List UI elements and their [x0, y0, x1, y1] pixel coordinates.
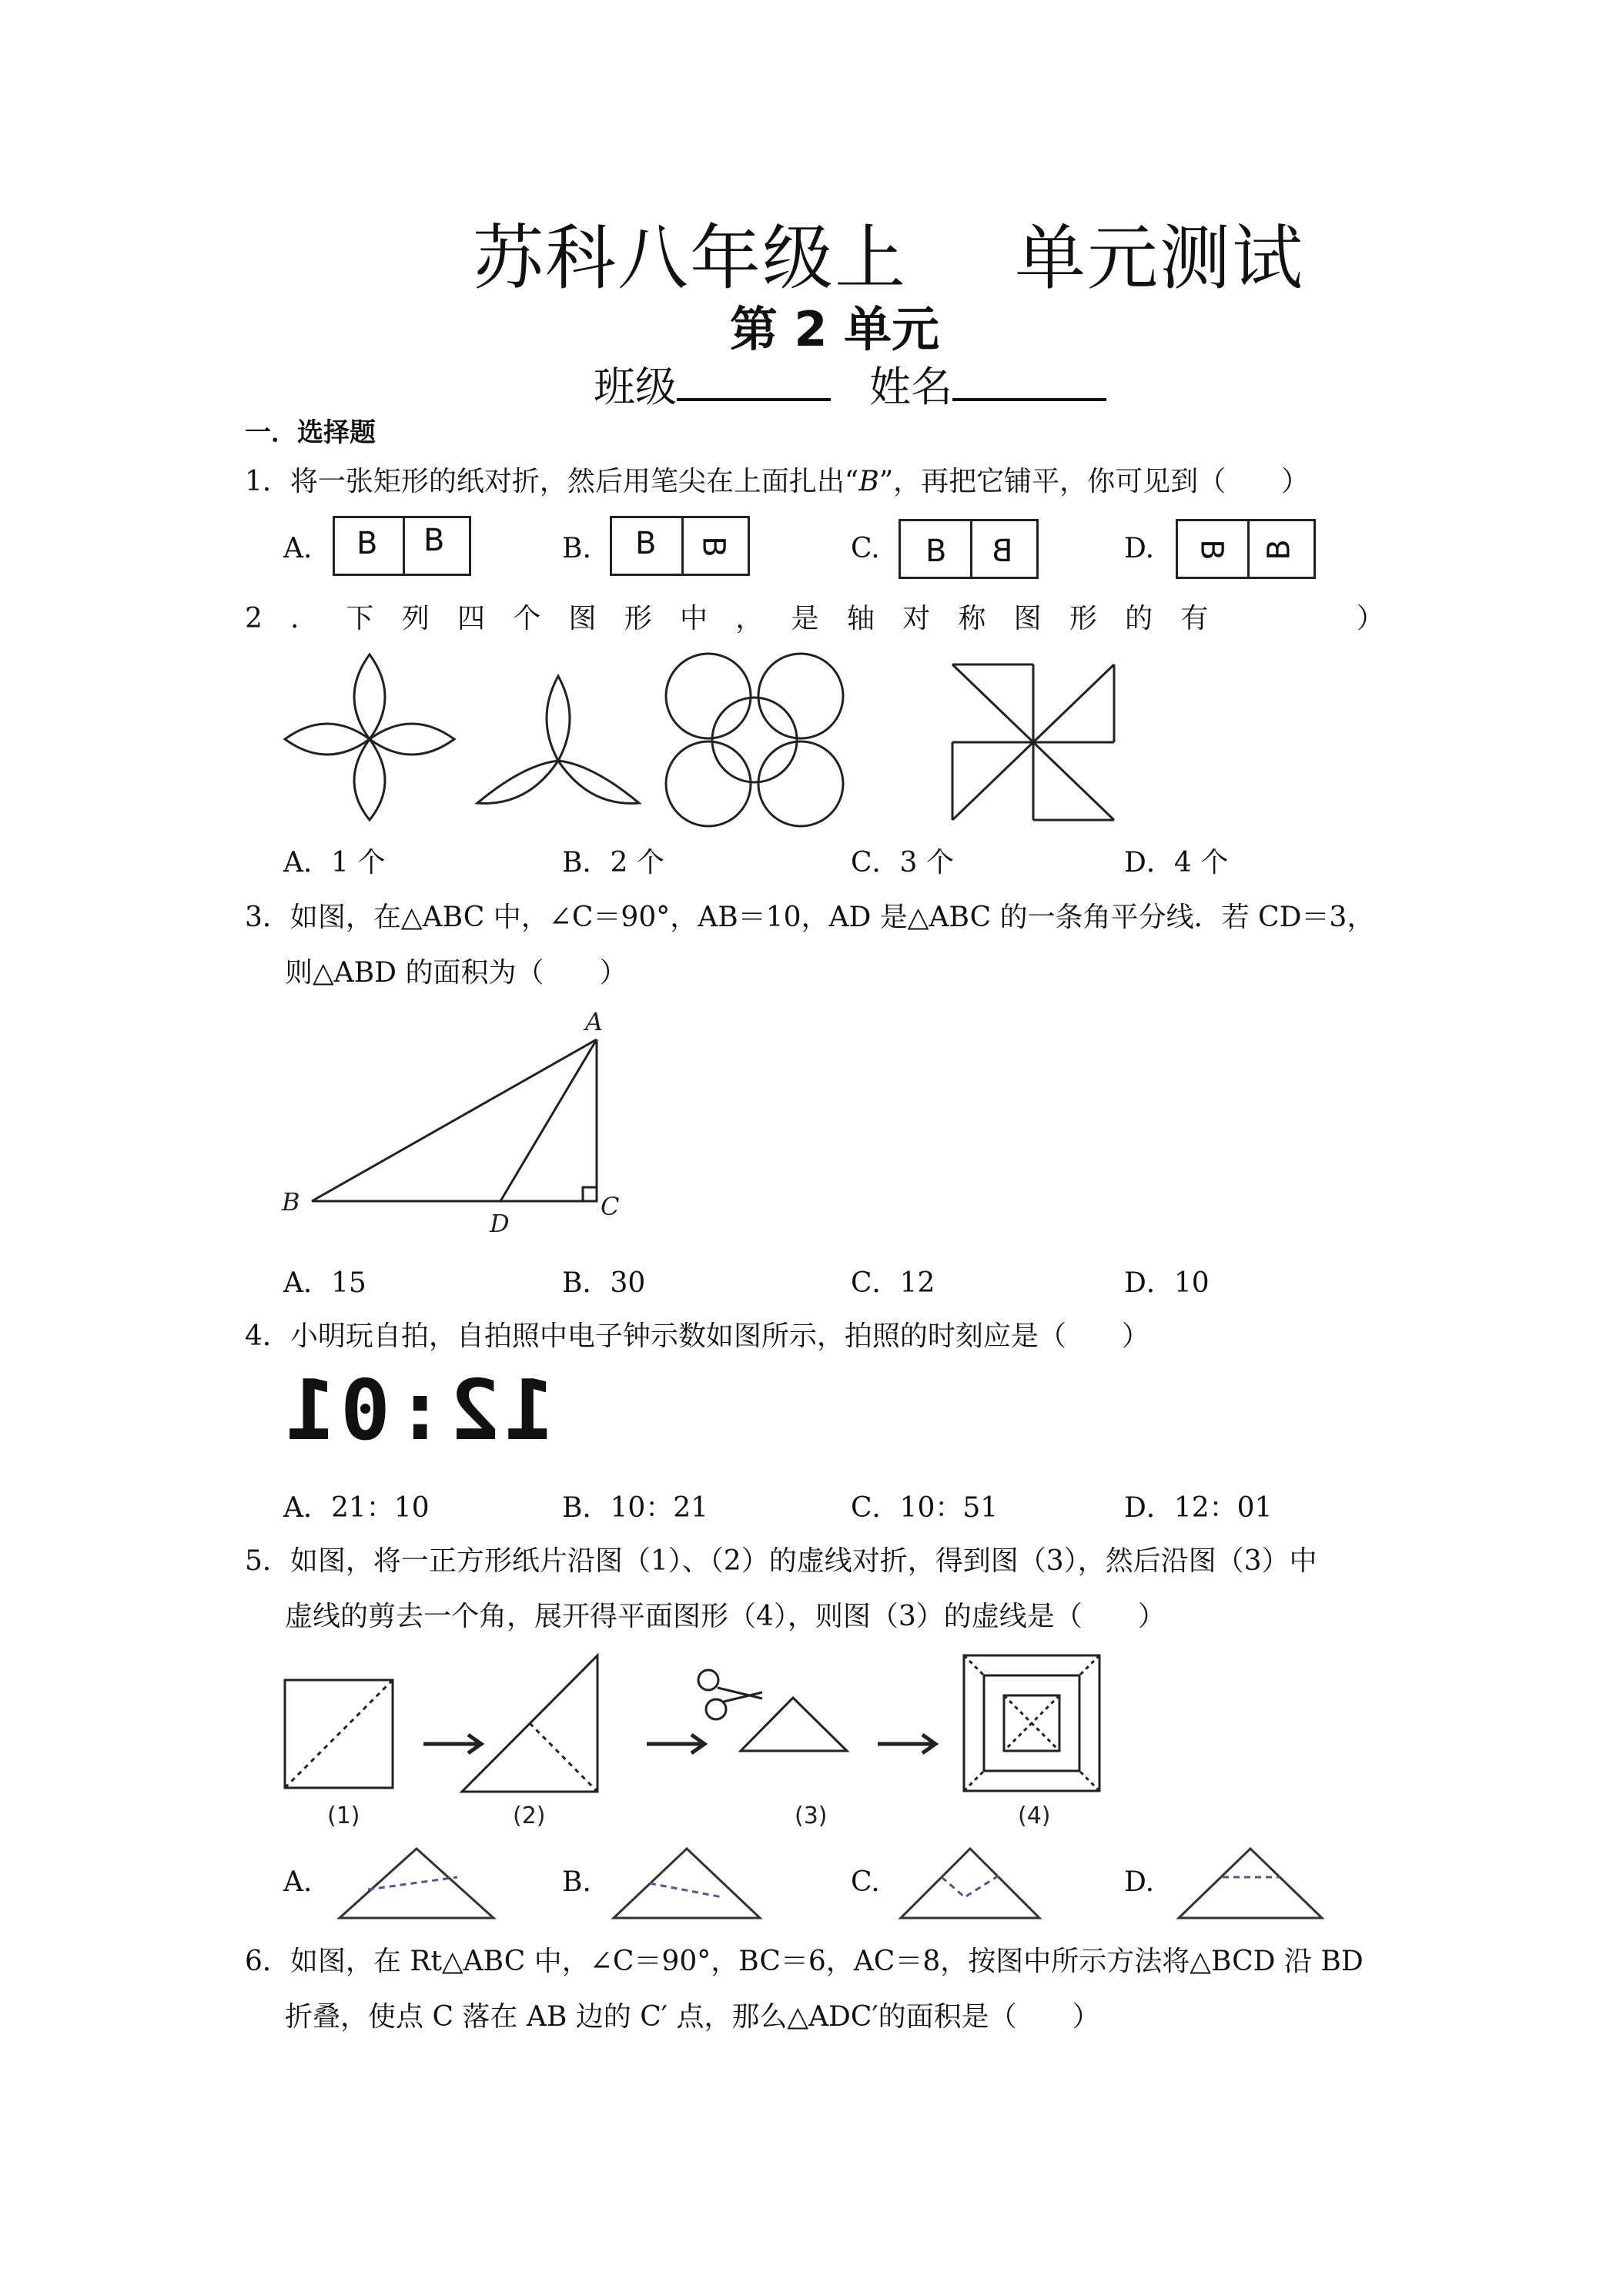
question-1: 1．将一张矩形的纸对折，然后用笔尖在上面扎出“B”，再把它铺平，你可见到（ ）	[245, 466, 1310, 497]
caption-1: (1)	[327, 1802, 360, 1829]
caption-3: (3)	[795, 1802, 828, 1829]
q2-figure-circles	[662, 653, 847, 827]
caption-2: (2)	[513, 1802, 546, 1829]
q3-option-c: C．12	[851, 1267, 935, 1299]
q2-option-b: B．2 个	[562, 847, 664, 879]
label-c: C	[601, 1192, 620, 1221]
q4-option-a: A．21：10	[283, 1492, 430, 1524]
mirrored-digital-clock: 12:01	[281, 1363, 555, 1459]
question-5: 5．如图，将一正方形纸片沿图（1）、（2）的虚线对折，得到图（3），然后沿图（3）中	[245, 1545, 1317, 1577]
q4-option-d: D．12：01	[1124, 1492, 1273, 1524]
q1-option-c-label: C.	[851, 533, 880, 564]
q1-option-a-box: B B	[333, 516, 471, 576]
student-info-line	[0, 354, 1623, 413]
q5-option-b-figure	[610, 1845, 764, 1922]
page-title	[0, 202, 1623, 303]
q1-option-b-box: B B	[610, 516, 750, 576]
q3-option-b: B．30	[562, 1267, 646, 1299]
q1-option-d-label: D.	[1124, 533, 1155, 564]
q2-figure-three-petal	[470, 676, 647, 822]
class-blank	[677, 361, 831, 401]
question-3: 3．如图，在△ABC 中，∠C＝90°，AB＝10，AD 是△ABC 的一条角平分线．若 CD＝3，	[245, 902, 1375, 933]
q2-option-a: A．1 个	[283, 847, 386, 879]
q2-option-d: D．4 个	[1124, 847, 1229, 879]
q1-option-b-label: B.	[562, 533, 591, 564]
q5-option-c-figure	[897, 1845, 1043, 1922]
question-6-line2: 折叠，使点 C 落在 AB 边的 C′ 点，那么△ADC′的面积是（ ）	[285, 2001, 1100, 2033]
section-heading: 一．选择题	[245, 417, 376, 448]
caption-4: (4)	[1018, 1802, 1051, 1829]
q5-option-c-label: C.	[851, 1866, 880, 1898]
name-label: 姓名	[869, 363, 952, 411]
q5-option-a-figure	[336, 1845, 497, 1922]
question-2: 2 ． 下 列 四 个 图 形 中 ， 是 轴 对 称 图 形 的 有 ）	[245, 603, 1384, 634]
q1-option-d-box: B B	[1176, 519, 1316, 579]
q1-option-c-box: B B	[899, 519, 1039, 579]
q5-folding-figure	[277, 1648, 1124, 1848]
q3-triangle-figure	[277, 1001, 639, 1240]
q5-option-d-label: D.	[1124, 1866, 1155, 1898]
q1-option-a-label: A.	[283, 533, 313, 564]
q4-option-b: B．10：21	[562, 1492, 709, 1524]
question-3-line2: 则△ABD 的面积为（ ）	[285, 957, 627, 989]
label-a: A	[585, 1007, 604, 1036]
unit-subtitle: 第 2 单元	[729, 301, 940, 357]
title-right: 单元测试	[1015, 217, 1305, 300]
q4-option-c: C．10：51	[851, 1492, 999, 1524]
label-d: D	[490, 1209, 510, 1238]
question-5-line2: 虚线的剪去一个角，展开得平面图形（4），则图（3）的虚线是（ ）	[285, 1601, 1166, 1632]
label-b: B	[282, 1187, 300, 1217]
name-blank	[952, 361, 1106, 401]
q2-option-c: C．3 个	[851, 847, 954, 879]
q2-figure-four-petal	[277, 654, 462, 824]
class-label: 班级	[594, 363, 677, 411]
question-4: 4．小明玩自拍，自拍照中电子钟示数如图所示，拍照的时刻应是（ ）	[245, 1320, 1149, 1352]
q5-option-a-label: A.	[283, 1866, 313, 1898]
q3-option-a: A．15	[283, 1267, 366, 1299]
title-left: 苏科八年级上	[472, 217, 907, 300]
q5-option-d-figure	[1175, 1845, 1326, 1922]
q5-option-b-label: B.	[562, 1866, 591, 1898]
question-6: 6．如图，在 Rt△ABC 中，∠C＝90°，BC＝6，AC＝8，按图中所示方法将△BCD 沿 BD	[245, 1946, 1364, 1977]
q3-option-d: D．10	[1124, 1267, 1210, 1299]
q2-figure-pinwheel	[949, 661, 1118, 824]
